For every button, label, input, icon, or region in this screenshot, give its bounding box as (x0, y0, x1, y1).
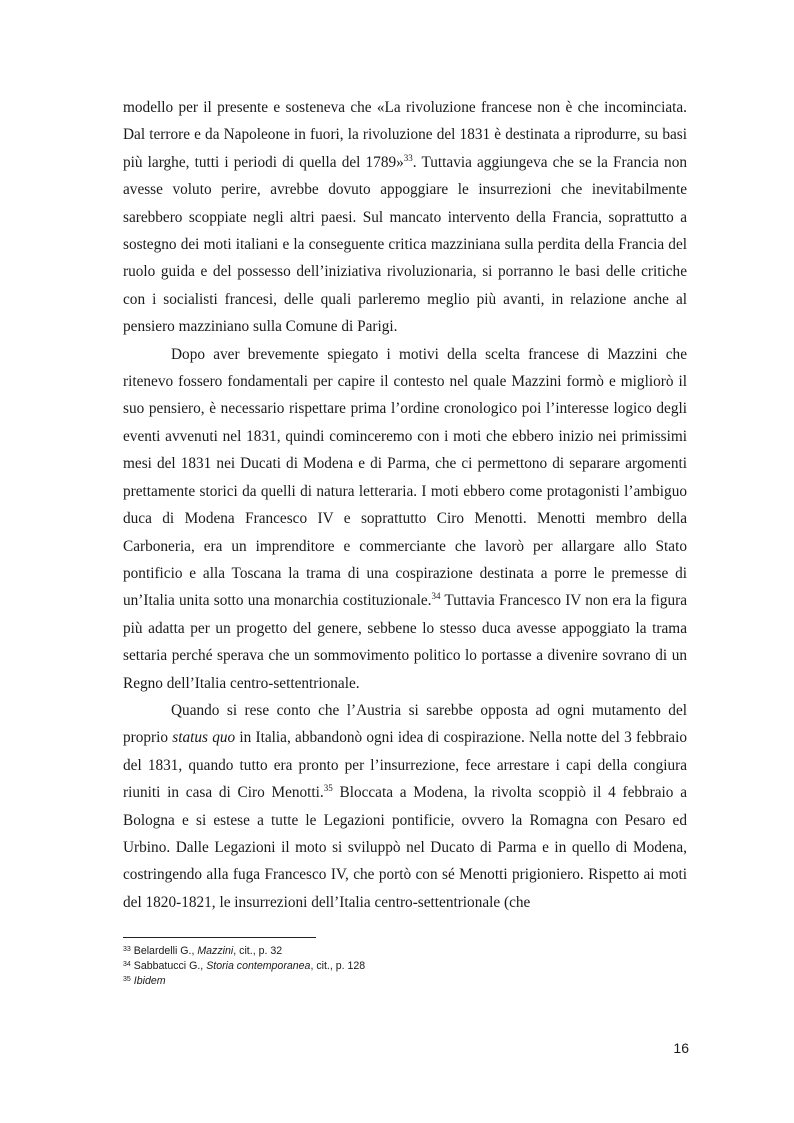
footnote-title: Mazzini (197, 945, 234, 957)
footnote-citation: , cit., p. 128 (310, 960, 366, 973)
body-text (123, 94, 687, 916)
footnote-author: Belardelli G., (133, 945, 198, 957)
paragraph-1-text-a: modello per il presente e sosteneva che «La rivoluzione francese non è che incominciata. Dal terrore e da Napoleone in fuori, la rivoluzione del 1831 è destinata a riprodurre, su basi più larghe, tutti i periodi di quella del 1789» (123, 99, 687, 171)
footnote-citation: , cit., p. 32 (233, 945, 283, 957)
footnote-ref-35[interactable]: 35 (323, 783, 333, 794)
paragraph-3-text-c: Bloccata a Modena, la rivolta scoppiò il 4 febbraio a Bologna e si estese a tutte le Legazioni pontificie, ovvero la Romagna con Pesaro ed Urbino. Dalle Legazioni il moto si sviluppò nel Ducato di Parma e in quello di Modena, costringendo alla fuga Francesco IV, che portò con sé Menotti prigioniero. Rispetto ai moti del 1820-1821, le insurrezioni dell’Italia centro-settentrionale (che (123, 784, 687, 911)
paragraph-2 (123, 341, 687, 697)
footnote-title: Ibidem (133, 975, 166, 988)
footnote-number: 33 (123, 946, 131, 953)
footnote-ref-34[interactable]: 34 (431, 591, 441, 602)
paragraph-3-text-a: Quando si rese conto che l’Austria si sarebbe opposta ad ogni mutamento del proprio (123, 701, 687, 747)
footnotes (123, 944, 687, 990)
footnote-ref-33[interactable]: 33 (403, 152, 413, 163)
footnote-title: Storia contemporanea (206, 960, 311, 973)
footnote-number: 35 (123, 976, 131, 984)
paragraph-2-text-a: Dopo aver brevemente spiegato i motivi della scelta francese di Mazzini che ritenevo fossero fondamentali per capire il contesto nel quale Mazzini formò e migliorò il suo pensiero, è necessario rispettare prima l’ordine cronologico poi l’interesse logico degli eventi avvenuti nel 1831, quindi cominceremo con i moti che ebbero inizio nei primissimi mesi del 1831 nei Ducati di Modena e di Parma, che ci permettono di separare argomenti prettamente storici da quelli di natura letteraria. I moti ebbero come protagonisti l’ambiguo duca di Modena Francesco IV e soprattutto Ciro Menotti. Menotti membro della Carboneria, era un imprenditore e commerciante che lavorò per allargare allo Stato pontificio e alla Toscana la trama di una cospirazione destinata a porre le premesse di un’Italia unita sotto una monarchia costituzionale. (123, 345, 687, 610)
footnote-35 (123, 974, 687, 989)
paragraph-1-text-b: . Tuttavia aggiungeva che se la Francia non avesse voluto perire, avrebbe dovuto appoggiare le insurrezioni che inevitabilmente sarebbero scoppiate negli altri paesi. Sul mancato intervento della Francia, soprattutto a sostegno dei moti italiani e la conseguente critica mazziniana sulla perdita della Francia del ruolo guida e del possesso dell’iniziativa rivoluzionaria, si porranno le basi delle critiche con i socialisti francesi, delle quali parleremo meglio più avanti, in relazione anche al pensiero mazziniano sulla Comune di Parigi. (123, 153, 687, 336)
footnote-separator (123, 937, 316, 938)
footnote-34 (123, 959, 687, 974)
footnote-author: Sabbatucci G., (133, 960, 207, 973)
paragraph-1 (123, 94, 687, 341)
paragraph-3-text-b: in Italia, abbandonò ogni idea di cospirazione. Nella notte del 3 febbraio del 1831, quando tutto era pronto per l’insurrezione, fece arrestare i capi della congiura riuniti in casa di Ciro Menotti. (123, 729, 687, 802)
page-number: 16 (673, 1040, 689, 1056)
paragraph-3-italic-term: status quo (172, 729, 236, 747)
paragraph-2-text-b: Tuttavia Francesco IV non era la figura più adatta per un progetto del genere, sebbene lo stesso duca avesse appoggiato la trama settaria perché sperava che un sommovimento politico lo portasse a divenire sovrano di un Regno dell’Italia centro-settentrionale. (123, 592, 687, 692)
paragraph-3 (123, 697, 687, 916)
footnote-number: 34 (123, 961, 131, 969)
footnote-33 (123, 944, 687, 959)
